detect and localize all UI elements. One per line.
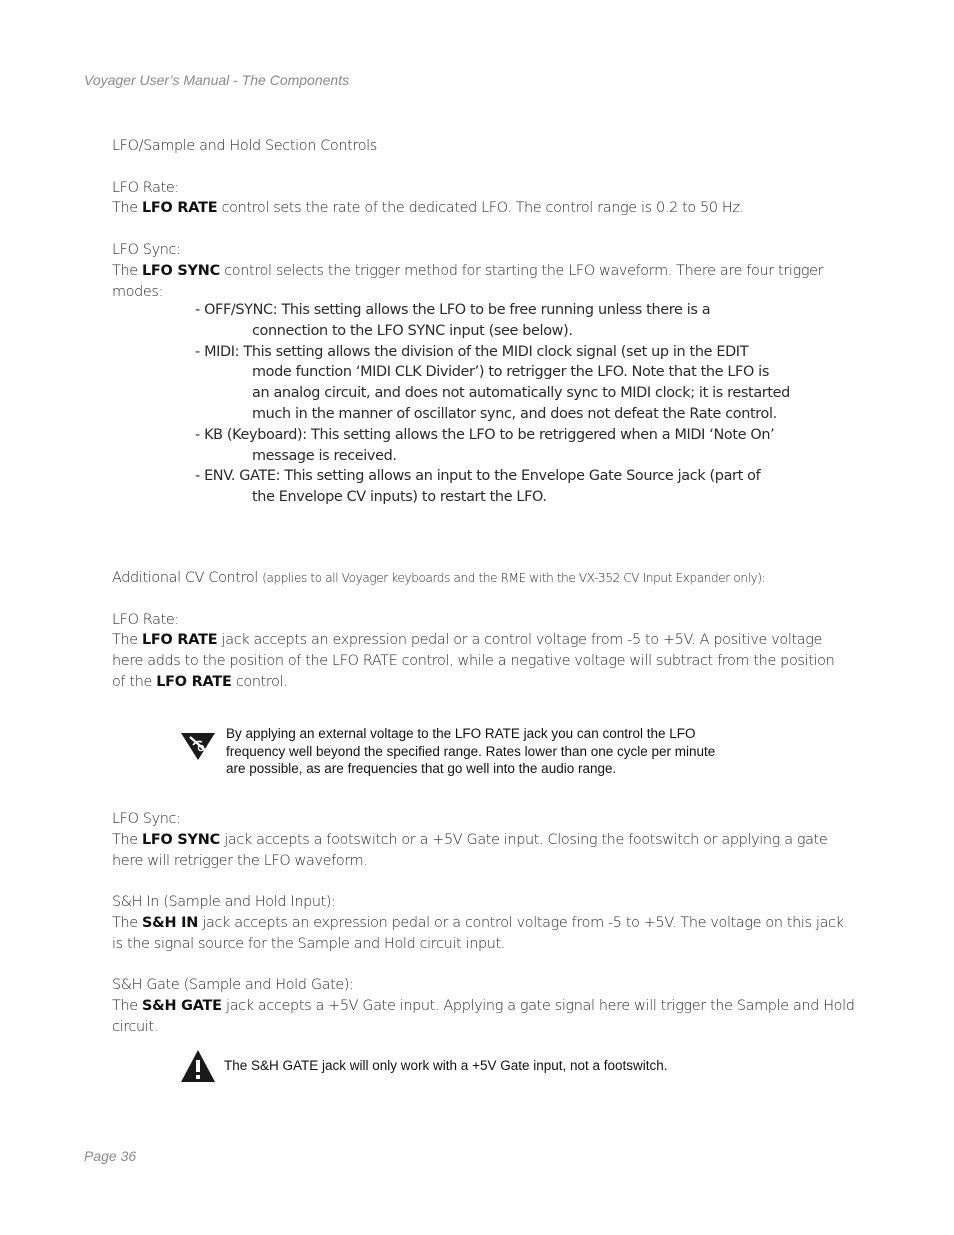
- lfo-rate-keyword: LFO RATE: [141, 632, 218, 649]
- lfo-rate-heading: LFO Rate:: [112, 179, 179, 196]
- running-header: Voyager User’s Manual - The Components: [84, 72, 350, 88]
- cv-lfo-sync-paragraph: The LFO SYNC jack accepts a footswitch or a +5V Gate input. Closing the footswitch or applying a gate: [112, 831, 828, 848]
- cv-lfo-sync-heading: LFO Sync:: [112, 811, 181, 827]
- lfo-sync-keyword: LFO SYNC: [141, 262, 220, 279]
- lfo-sync-keyword: LFO SYNC: [141, 831, 220, 848]
- cv-lfo-rate-line2: here adds to the position of the LFO RATE control, while a negative voltage will subtract from the position: [112, 653, 835, 670]
- mode-item-env-gate: - ENV. GATE: This setting allows an input to the Envelope Gate Source jack (part of the Envelope CV inputs) to restart the LFO.: [195, 468, 761, 506]
- page-number: Page 36: [84, 1148, 137, 1164]
- section-additional-cv-continued: [112, 809, 855, 1038]
- sh-gate-keyword: S&H GATE: [141, 998, 222, 1015]
- mode-item-kb: - KB (Keyboard): This setting allows the LFO to be retriggered when a MIDI ‘Note On’ message is received.: [195, 426, 775, 464]
- sh-gate-line2: circuit.: [112, 1018, 158, 1035]
- section-heading: Additional CV Control (applies to all Voyager keyboards and the RME with the VX-352 CV Input Expander only):: [112, 570, 766, 586]
- mode-item-off-sync: - OFF/SYNC: This setting allows the LFO to be free running unless there is a connection to the LFO SYNC input (see below).: [195, 302, 711, 339]
- section-heading-note: (applies to all Voyager keyboards and the RME with the VX-352 CV Input Expander only):: [262, 571, 766, 585]
- lfo-sync-paragraph: The LFO SYNC control selects the trigger method for starting the LFO waveform. There are four trigger: [112, 262, 824, 279]
- sh-in-heading: S&H In (Sample and Hold Input):: [112, 894, 336, 911]
- lfo-sync-heading: LFO Sync:: [112, 241, 181, 258]
- sh-in-line2: is the signal source for the Sample and Hold circuit input.: [112, 935, 506, 952]
- cv-lfo-rate-paragraph: The LFO RATE jack accepts an expression pedal or a control voltage from -5 to +5V. A positive voltage: [112, 632, 823, 649]
- sh-in-paragraph: The S&H IN jack accepts an expression pedal or a control voltage from -5 to +5V. The voltage on this jack: [112, 914, 844, 931]
- cv-lfo-rate-heading: LFO Rate:: [112, 611, 179, 628]
- mode-item-midi: - MIDI: This setting allows the division of the MIDI clock signal (set up in the EDIT mode function ‘MIDI CLK Divider’) to retrigger the LFO. Note that the LFO is an analog circuit, and does not automatically sync to MIDI clock; it is restarted much in the manner of oscillator sync, and does not defeat the Rate control.: [195, 343, 790, 422]
- cv-lfo-rate-line3: of the LFO RATE control.: [112, 673, 288, 690]
- tip-note: By applying an external voltage to the LFO RATE jack you can control the LFO frequency well beyond the specified range. Rates lower than one cycle per minute are possible, as are frequencies that go well into the audio range.: [226, 726, 716, 776]
- lfo-rate-keyword: LFO RATE: [141, 200, 218, 217]
- moog-tip-icon: [180, 731, 216, 766]
- warning-icon: [180, 1049, 216, 1088]
- lfo-sync-paragraph-line2: modes:: [112, 283, 164, 300]
- mode-list: [195, 300, 795, 508]
- lfo-rate-keyword: LFO RATE: [156, 673, 232, 690]
- lfo-rate-paragraph: The LFO RATE control sets the rate of the dedicated LFO. The control range is 0.2 to 50 Hz.: [112, 200, 744, 217]
- sh-gate-heading: S&H Gate (Sample and Hold Gate):: [112, 977, 354, 994]
- section-additional-cv: [112, 568, 847, 693]
- sh-in-keyword: S&H IN: [141, 914, 199, 931]
- section-lfo-sh: [112, 136, 847, 302]
- cv-lfo-sync-line2: here will retrigger the LFO waveform.: [112, 852, 368, 869]
- sh-gate-paragraph: The S&H GATE jack accepts a +5V Gate input. Applying a gate signal here will trigger the Sample and Hold: [112, 998, 855, 1015]
- warning-note: The S&H GATE jack will only work with a +5V Gate input, not a footswitch.: [224, 1058, 668, 1073]
- section-heading: LFO/Sample and Hold Section Controls: [112, 138, 377, 154]
